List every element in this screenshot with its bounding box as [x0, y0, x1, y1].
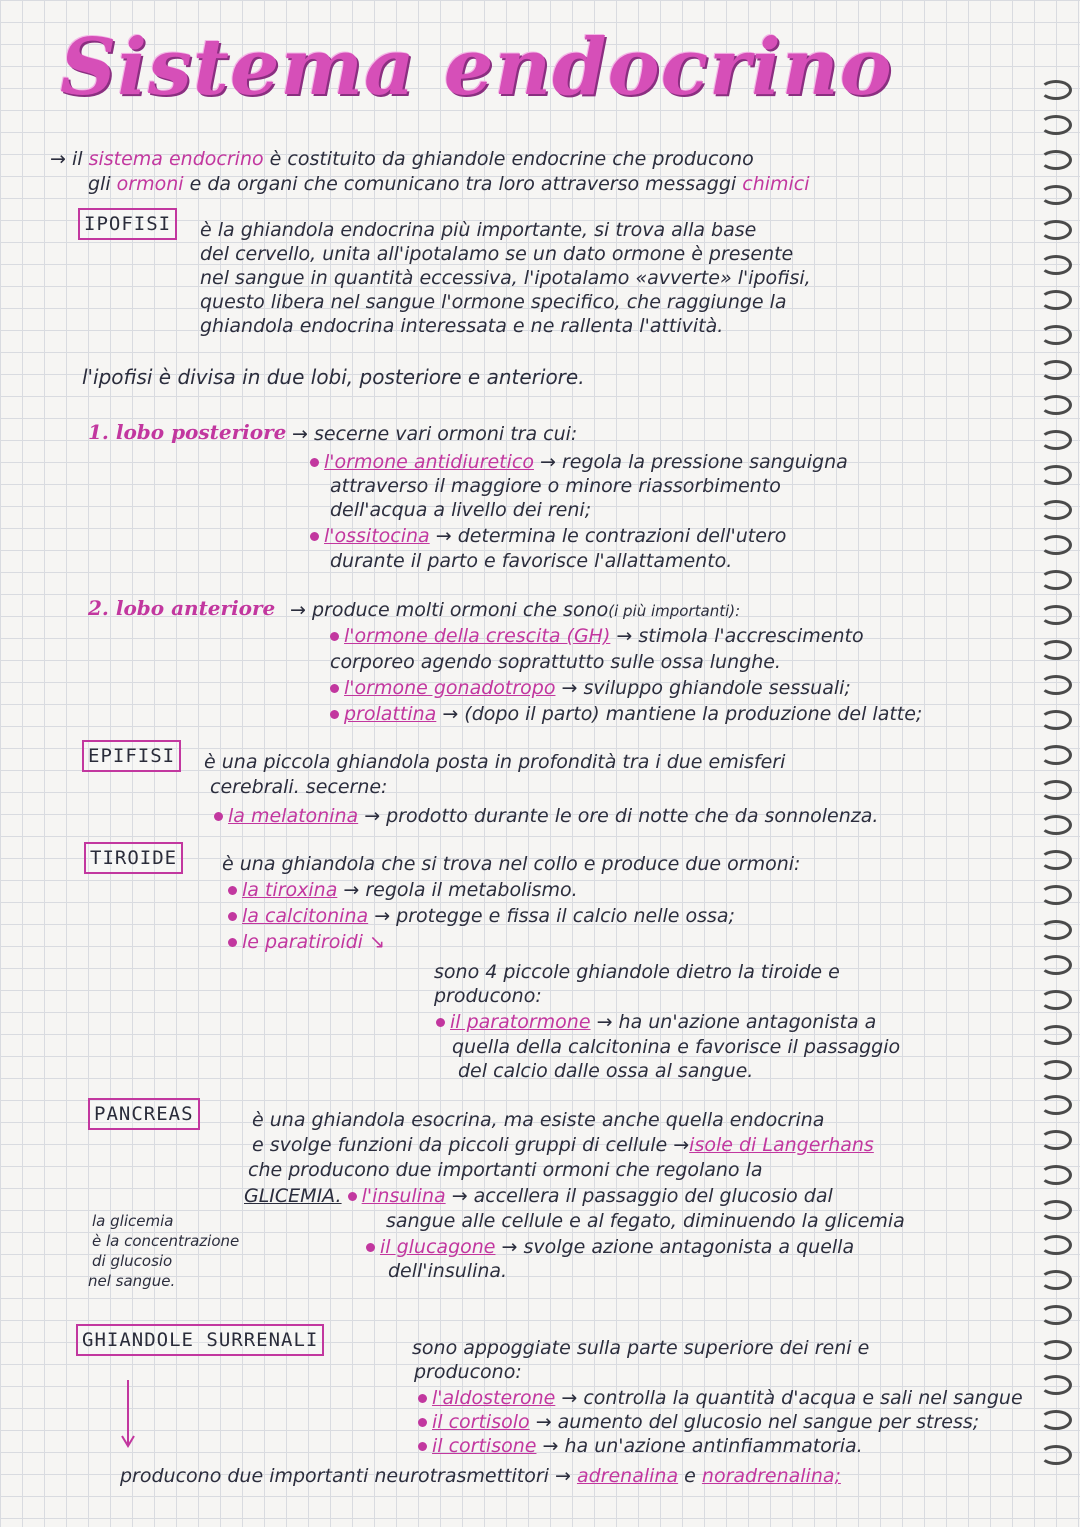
- paratormone-item: il paratormone → ha un'azione antagonista a: [436, 1010, 876, 1034]
- glicemia-note-4: nel sangue.: [88, 1272, 176, 1290]
- surrenali-label: GHIANDOLE SURRENALI: [76, 1324, 324, 1356]
- epifisi-label: EPIFISI: [82, 740, 181, 772]
- spiral-ring-icon: [1040, 360, 1072, 380]
- arrow-down-icon: [118, 1378, 138, 1450]
- spiral-ring-icon: [1040, 710, 1072, 730]
- spiral-ring-icon: [1040, 1095, 1072, 1115]
- ipofisi-label: IPOFISI: [78, 208, 177, 240]
- pancreas-glucagone: il glucagone → svolge azione antagonista a quella: [366, 1235, 854, 1259]
- pancreas-insulina-cont: sangue alle cellule e al fegato, diminuendo la glicemia: [386, 1210, 905, 1232]
- surrenali-bottom: producono due importanti neurotrasmettitori → adrenalina e noradrenalina;: [120, 1465, 841, 1487]
- spiral-ring-icon: [1040, 1200, 1072, 1220]
- lobo-post-item-2: l'ossitocina → determina le contrazioni dell'utero: [310, 524, 786, 548]
- pancreas-line-3: che producono due importanti ormoni che regolano la: [248, 1159, 763, 1181]
- spiral-ring-icon: [1040, 430, 1072, 450]
- tiroide-item-2: la calcitonina → protegge e fissa il calcio nelle ossa;: [228, 904, 735, 928]
- lobo-post-item-1: l'ormone antidiuretico → regola la pressione sanguigna: [310, 450, 848, 474]
- lobo-post-item-1-cont: attraverso il maggiore o minore riassorbimento: [330, 475, 781, 497]
- spiral-ring-icon: [1040, 1060, 1072, 1080]
- spiral-ring-icon: [1040, 220, 1072, 240]
- pancreas-label: PANCREAS: [88, 1098, 200, 1130]
- spiral-ring-icon: [1040, 1270, 1072, 1290]
- bullet-icon: [418, 1418, 427, 1427]
- intro-line-2: gli ormoni e da organi che comunicano tra loro attraverso messaggi chimici: [88, 173, 810, 195]
- spiral-ring-icon: [1040, 1375, 1072, 1395]
- surrenali-line-1: sono appoggiate sulla parte superiore dei reni e: [412, 1337, 870, 1359]
- surrenali-item-2: il cortisolo → aumento del glucosio nel sangue per stress;: [418, 1410, 979, 1434]
- bullet-icon: [214, 812, 223, 821]
- spiral-ring-icon: [1040, 395, 1072, 415]
- epifisi-item: la melatonina → prodotto durante le ore di notte che da sonnolenza.: [214, 804, 878, 828]
- tiroide-item-1: la tiroxina → regola il metabolismo.: [228, 878, 578, 902]
- bullet-icon: [228, 938, 237, 947]
- tiroide-item-3: le paratiroidi ↘: [228, 930, 385, 954]
- surrenali-line-2: producono:: [414, 1361, 522, 1383]
- bullet-icon: [348, 1192, 357, 1201]
- spiral-ring-icon: [1040, 1445, 1072, 1465]
- spiral-ring-icon: [1040, 115, 1072, 135]
- bullet-icon: [330, 684, 339, 693]
- spiral-ring-icon: [1040, 605, 1072, 625]
- spiral-ring-icon: [1040, 745, 1072, 765]
- tiroide-label: TIROIDE: [84, 842, 183, 874]
- spiral-ring-icon: [1040, 955, 1072, 975]
- page-title: Sistema endocrino: [60, 22, 893, 113]
- arrow-icon: ↘: [369, 931, 385, 953]
- spiral-ring-icon: [1040, 920, 1072, 940]
- spiral-binding-icon: [1034, 80, 1080, 1500]
- lobo-posteriore-intro: → secerne vari ormoni tra cui:: [292, 423, 578, 445]
- surrenali-item-3: il cortisone → ha un'azione antinfiammatoria.: [418, 1434, 863, 1458]
- bullet-icon: [330, 632, 339, 641]
- spiral-ring-icon: [1040, 500, 1072, 520]
- bullet-icon: [228, 886, 237, 895]
- ipofisi-line-3: nel sangue in quantità eccessiva, l'ipotalamo «avverte» l'ipofisi,: [200, 267, 811, 289]
- spiral-ring-icon: [1040, 640, 1072, 660]
- spiral-ring-icon: [1040, 1305, 1072, 1325]
- bullet-icon: [366, 1243, 375, 1252]
- spiral-ring-icon: [1040, 850, 1072, 870]
- ipofisi-line-1: è la ghiandola endocrina più importante, si trova alla base: [200, 219, 757, 241]
- spiral-ring-icon: [1040, 570, 1072, 590]
- spiral-ring-icon: [1040, 1025, 1072, 1045]
- spiral-ring-icon: [1040, 465, 1072, 485]
- arrow-icon: →: [50, 148, 72, 170]
- glicemia-note-2: è la concentrazione: [92, 1232, 240, 1250]
- surrenali-item-1: l'aldosterone → controlla la quantità d'acqua e sali nel sangue: [418, 1386, 1023, 1410]
- bullet-icon: [228, 912, 237, 921]
- lobo-post-item-2-cont: durante il parto e favorisce l'allattamento.: [330, 550, 733, 572]
- bullet-icon: [418, 1442, 427, 1451]
- lobo-posteriore-label: 1. lobo posteriore: [88, 420, 287, 444]
- spiral-ring-icon: [1040, 290, 1072, 310]
- bullet-icon: [310, 532, 319, 541]
- paratiroidi-line-1: sono 4 piccole ghiandole dietro la tiroide e: [434, 961, 840, 983]
- spiral-ring-icon: [1040, 1130, 1072, 1150]
- bullet-icon: [330, 710, 339, 719]
- spiral-ring-icon: [1040, 80, 1072, 100]
- spiral-ring-icon: [1040, 675, 1072, 695]
- spiral-ring-icon: [1040, 535, 1072, 555]
- bullet-icon: [418, 1394, 427, 1403]
- pancreas-line-1: è una ghiandola esocrina, ma esiste anche quella endocrina: [252, 1109, 825, 1131]
- spiral-ring-icon: [1040, 1235, 1072, 1255]
- lobo-ant-item-3: prolattina → (dopo il parto) mantiene la produzione del latte;: [330, 702, 922, 726]
- epifisi-line-2: cerebrali. secerne:: [210, 776, 388, 798]
- ipofisi-divisa: l'ipofisi è divisa in due lobi, posteriore e anteriore.: [82, 365, 585, 389]
- ipofisi-line-2: del cervello, unita all'ipotalamo se un dato ormone è presente: [200, 243, 794, 265]
- spiral-ring-icon: [1040, 1410, 1072, 1430]
- ipofisi-line-4: questo libera nel sangue l'ormone specifico, che raggiunge la: [200, 291, 787, 313]
- spiral-ring-icon: [1040, 150, 1072, 170]
- glicemia-note-3: di glucosio: [92, 1252, 173, 1270]
- lobo-ant-item-1: l'ormone della crescita (GH) → stimola l'accrescimento: [330, 624, 864, 648]
- pancreas-insulina: GLICEMIA. l'insulina → accellera il passaggio del glucosio dal: [244, 1185, 833, 1207]
- paratormone-cont-1: quella della calcitonina e favorisce il passaggio: [452, 1036, 901, 1058]
- spiral-ring-icon: [1040, 885, 1072, 905]
- bullet-icon: [310, 458, 319, 467]
- spiral-ring-icon: [1040, 185, 1072, 205]
- lobo-anteriore-intro: → produce molti ormoni che sono(i più importanti):: [290, 599, 741, 621]
- spiral-ring-icon: [1040, 990, 1072, 1010]
- spiral-ring-icon: [1040, 815, 1072, 835]
- spiral-ring-icon: [1040, 1340, 1072, 1360]
- ipofisi-line-5: ghiandola endocrina interessata e ne rallenta l'attività.: [200, 315, 724, 337]
- paratiroidi-line-2: producono:: [434, 985, 542, 1007]
- lobo-ant-item-2: l'ormone gonadotropo → sviluppo ghiandole sessuali;: [330, 676, 851, 700]
- lobo-anteriore-label: 2. lobo anteriore: [88, 596, 276, 620]
- intro-line-1: → il sistema endocrino è costituito da ghiandole endocrine che producono: [50, 148, 754, 170]
- pancreas-glucagone-cont: dell'insulina.: [388, 1260, 508, 1282]
- lobo-post-item-1-cont2: dell'acqua a livello dei reni;: [330, 499, 592, 521]
- spiral-ring-icon: [1040, 255, 1072, 275]
- bullet-icon: [436, 1018, 445, 1027]
- epifisi-line-1: è una piccola ghiandola posta in profondità tra i due emisferi: [204, 751, 786, 773]
- lobo-ant-item-1-cont: corporeo agendo soprattutto sulle ossa lunghe.: [330, 651, 781, 673]
- tiroide-line-1: è una ghiandola che si trova nel collo e produce due ormoni:: [222, 853, 801, 875]
- spiral-ring-icon: [1040, 1165, 1072, 1185]
- spiral-ring-icon: [1040, 780, 1072, 800]
- pancreas-line-2: e svolge funzioni da piccoli gruppi di cellule →isole di Langerhans: [252, 1134, 874, 1156]
- spiral-ring-icon: [1040, 325, 1072, 345]
- paratormone-cont-2: del calcio dalle ossa al sangue.: [458, 1060, 754, 1082]
- glicemia-note-1: la glicemia: [92, 1212, 174, 1230]
